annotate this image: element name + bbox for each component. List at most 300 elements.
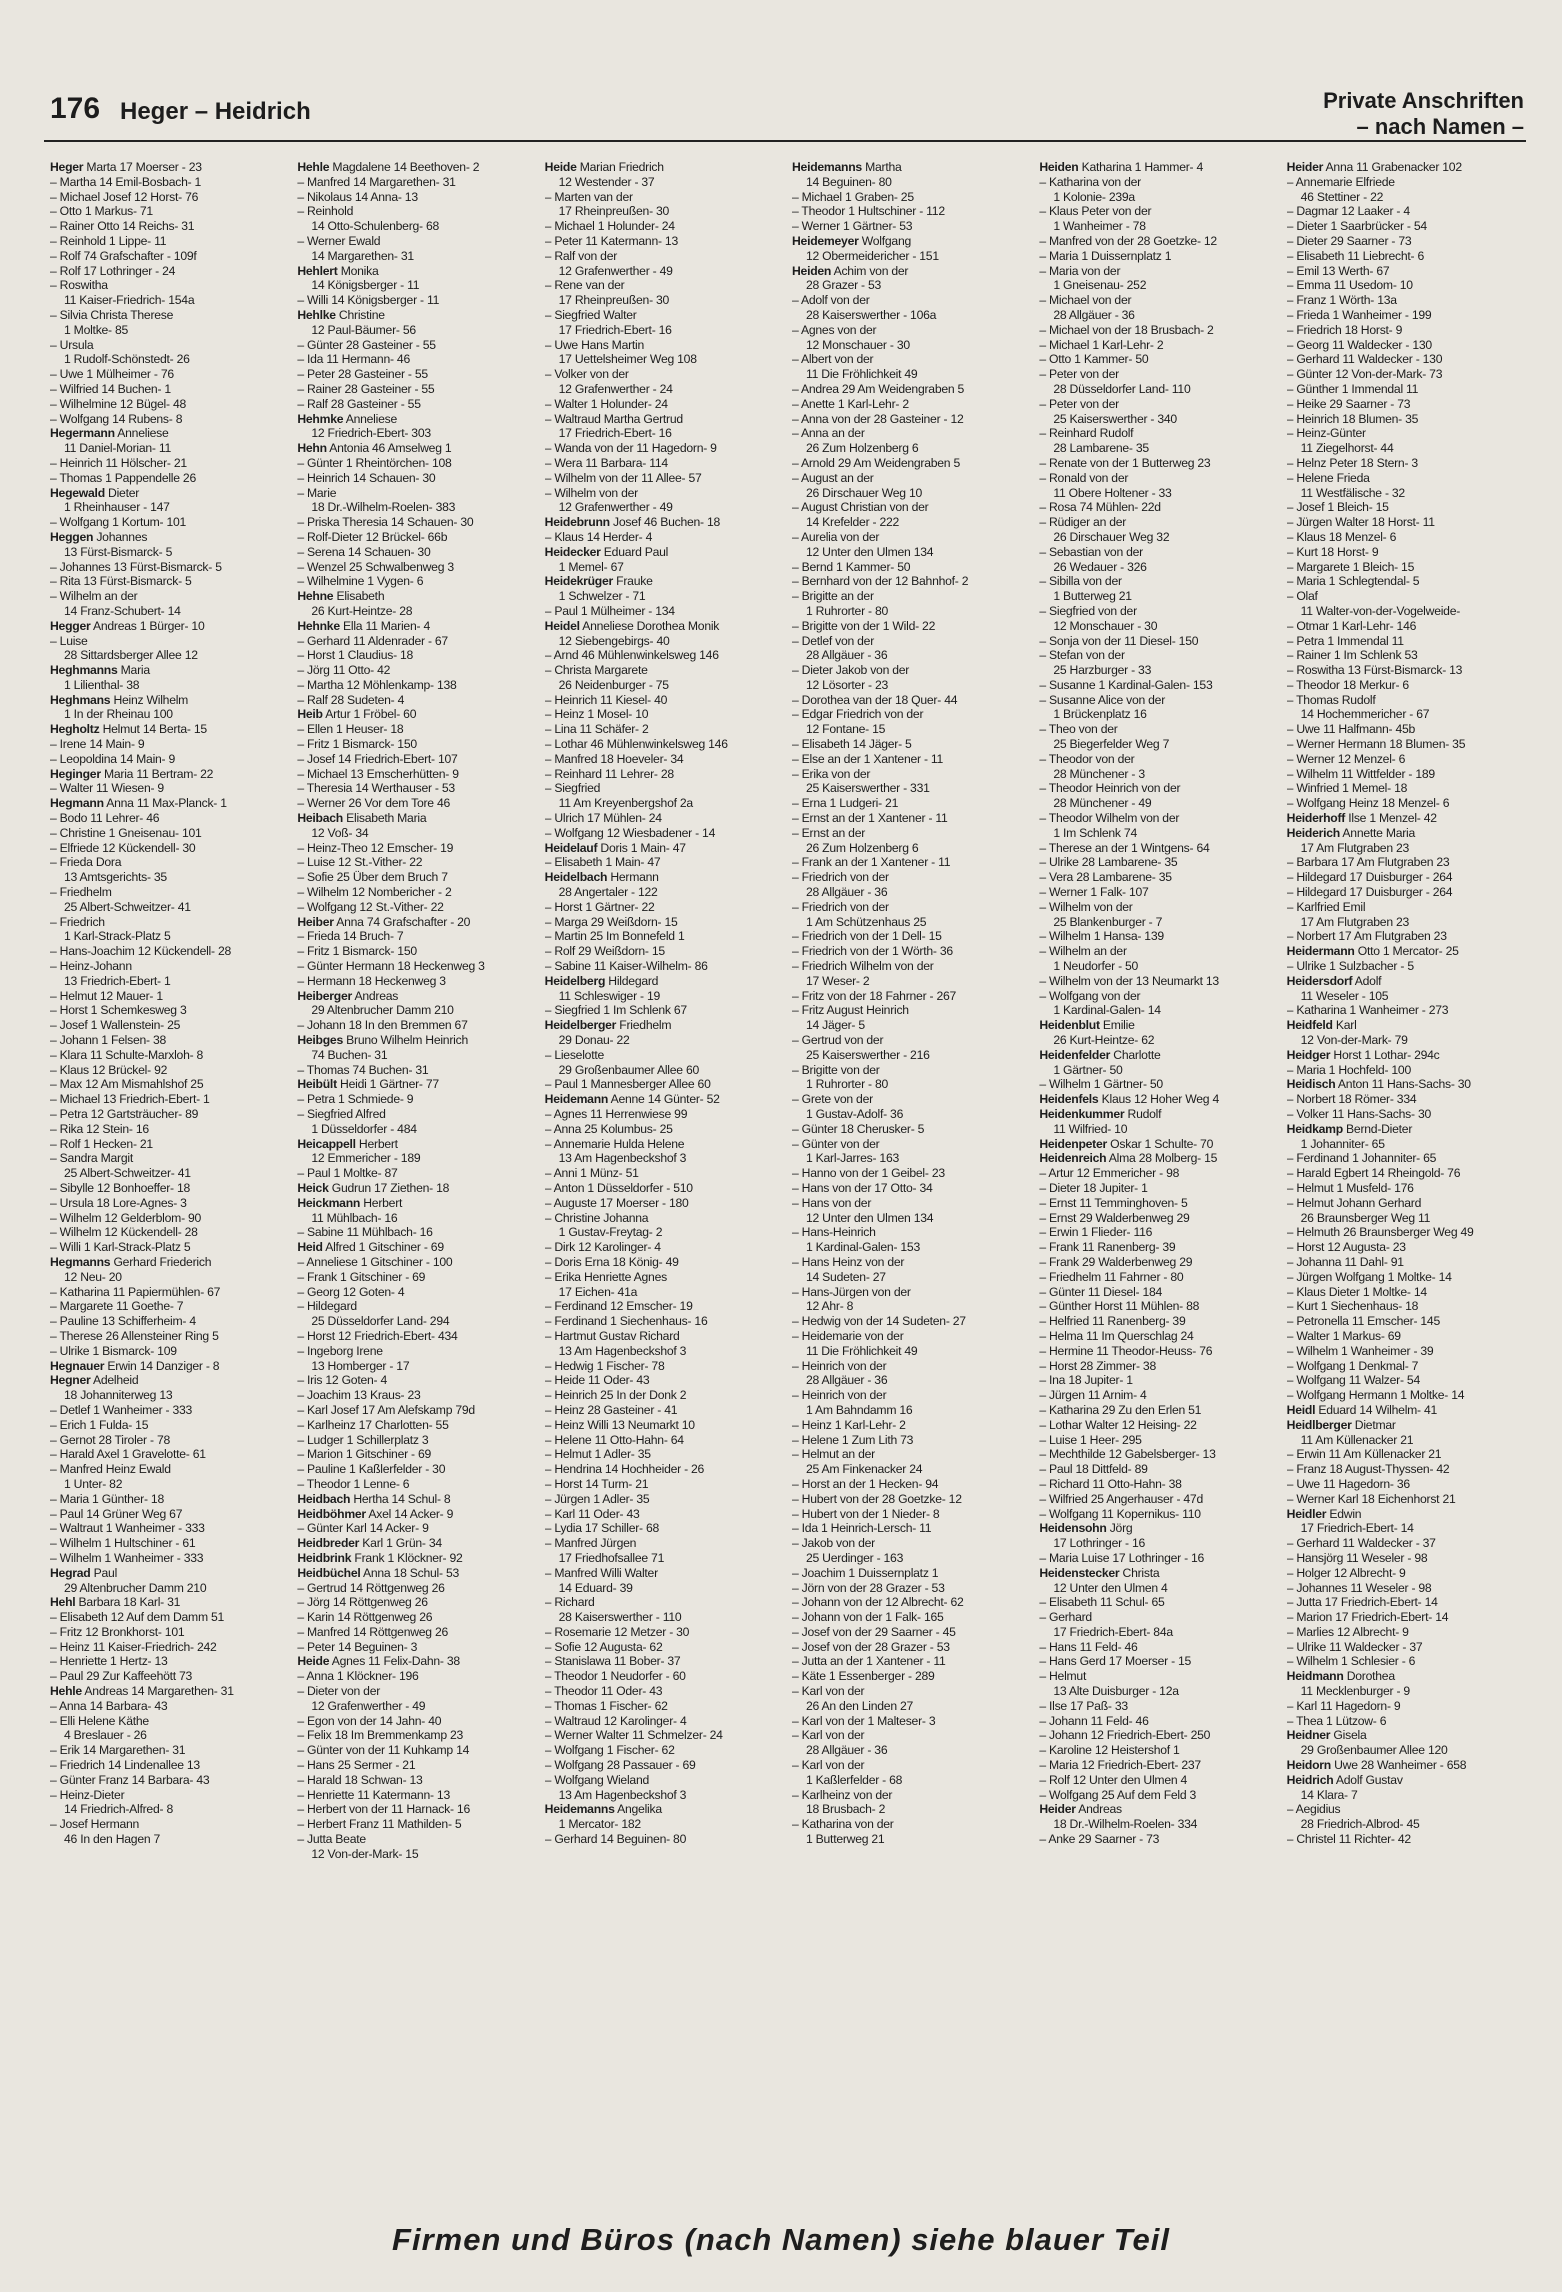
directory-entry: – Jakob von der [791, 1536, 875, 1551]
directory-entry: 11 Mecklenburger - 9 [1300, 1684, 1410, 1699]
directory-entry: – Petra 12 Gartsträucher- 89 [50, 1107, 199, 1121]
directory-entry: – Thea 1 Lützow- 6 [1286, 1713, 1387, 1728]
directory-entry: – Erna 1 Ludgeri- 21 [791, 796, 899, 811]
directory-entry: – Hansjörg 11 Weseler - 98 [1286, 1550, 1428, 1565]
directory-entry: – Paul 1 Moltke- 87 [297, 1166, 398, 1181]
directory-entry: 1 Karl-Jarres- 163 [805, 1151, 900, 1166]
directory-entry: 13 Fürst-Bismarck- 5 [64, 544, 173, 559]
directory-entry: – Michael 1 Karl-Lehr- 2 [1039, 337, 1164, 352]
directory-entry: – Michael von der 18 Brusbach- 2 [1039, 322, 1214, 337]
column-2 [297, 160, 536, 2210]
directory-entry: – Herbert Franz 11 Mathilden- 5 [297, 1817, 462, 1832]
directory-entry: – Karl von der [791, 1758, 865, 1773]
directory-entry: 12 Monschauer - 30 [1053, 618, 1158, 633]
directory-entry: – Karlfried Emil [1286, 899, 1366, 914]
directory-entry: – Wolfgang Heinz 18 Menzel- 6 [1286, 796, 1450, 811]
directory-entry: – Horst 1 Gärtner- 22 [544, 899, 655, 914]
directory-entry: – Detlef von der [791, 633, 875, 648]
directory-entry: – Hendrina 14 Hochheider - 26 [544, 1462, 705, 1477]
directory-entry: – Erika Henriette Agnes [544, 1269, 667, 1284]
directory-entry: – Rolf 17 Lothringer - 24 [50, 263, 176, 278]
directory-entry: 25 Albert-Schweitzer- 41 [64, 1166, 191, 1181]
directory-entry: 14 Otto-Schulenberg- 68 [311, 219, 440, 234]
directory-entry: 11 Am Kreyenbergshof 2a [558, 796, 693, 811]
directory-entry: – Wilhelm von der [1039, 899, 1133, 914]
directory-entry: Heibach Elisabeth Maria [297, 811, 427, 826]
directory-entry: – Otmar 1 Karl-Lehr- 146 [1286, 618, 1417, 633]
directory-entry: 11 Westfälische - 32 [1300, 485, 1405, 500]
directory-entry: 14 Krefelder - 222 [805, 515, 900, 530]
directory-entry: – Ida 1 Heinrich-Lersch- 11 [791, 1521, 932, 1536]
directory-entry: 12 Von-der-Mark- 79 [1300, 1033, 1408, 1048]
directory-entry: 12 Unter den Ulmen 134 [805, 1210, 934, 1225]
directory-entry: – Norbert 18 Römer- 334 [1286, 1092, 1417, 1107]
directory-entry: 17 Am Flutgraben 23 [1300, 914, 1410, 929]
directory-entry: 1 Karl-Strack-Platz 5 [64, 929, 171, 944]
directory-entry: Hehne Elisabeth [297, 589, 385, 604]
directory-entry: 17 Rheinpreußen- 30 [558, 293, 670, 308]
directory-entry: – Katharina von der [791, 1817, 894, 1832]
directory-entry: 14 Klara- 7 [1300, 1787, 1358, 1802]
directory-entry: – Werner Ewald [297, 233, 381, 248]
directory-entry: – Ludger 1 Schillerplatz 3 [297, 1432, 429, 1447]
directory-entry: – Hans Gerd 17 Moerser - 15 [1039, 1654, 1192, 1669]
directory-entry: 12 Siebengebirgs- 40 [558, 633, 670, 648]
directory-entry: Heggen Johannes [50, 529, 148, 544]
directory-entry: – Günter 18 Cherusker- 5 [791, 1121, 925, 1136]
directory-entry: – Theodor 1 Neudorfer - 60 [544, 1669, 686, 1684]
directory-entry: – Henriette 1 Hertz- 13 [50, 1654, 168, 1669]
directory-entry: – Franz 1 Wörth- 13a [1286, 293, 1397, 308]
directory-entry: – Brigitte von der [791, 1062, 880, 1077]
directory-entry: – Jürgen 11 Arnim- 4 [1039, 1388, 1147, 1403]
directory-entry: – Rolf 74 Grafschafter - 109f [50, 248, 197, 263]
directory-entry: – Theresia 14 Werthauser - 53 [297, 781, 455, 796]
directory-entry: – Helma 11 Im Querschlag 24 [1039, 1328, 1194, 1343]
directory-entry: – Sofie 12 Augusta- 62 [544, 1639, 663, 1654]
directory-entry: – Susanne Alice von der [1039, 692, 1166, 707]
directory-entry: – Wolfgang 25 Auf dem Feld 3 [1039, 1787, 1197, 1802]
directory-entry: – Marlies 12 Albrecht- 9 [1286, 1624, 1409, 1639]
directory-entry: – Theodor 1 Lenne- 6 [297, 1476, 410, 1491]
directory-entry: Heghmanns Maria [50, 663, 150, 678]
directory-entry: – Sabine 11 Mühlbach- 16 [297, 1225, 433, 1240]
directory-entry: – Siegfried [544, 781, 601, 796]
directory-entry: – Uwe Hans Martin [544, 337, 645, 352]
column-4 [792, 160, 1031, 2210]
directory-entry: – Friedrich Wilhelm von der [791, 959, 934, 974]
directory-entry: – Ursula 18 Lore-Agnes- 3 [50, 1195, 187, 1210]
directory-entry: – Manfred 14 Margarethen- 31 [297, 174, 456, 189]
directory-entry: 17 Rheinpreußen- 30 [558, 204, 670, 219]
directory-entry: – Wilfried 25 Angerhauser - 47d [1039, 1491, 1203, 1506]
directory-entry: – Wilhelm 1 Wanheimer - 333 [50, 1550, 204, 1565]
directory-entry: – Ursula [50, 337, 94, 352]
directory-entry: – Gernot 28 Tiroler - 78 [50, 1432, 170, 1447]
directory-entry: – Ernst an der 1 Xantener - 11 [791, 811, 948, 826]
directory-entry: – Michael 1 Holunder- 24 [544, 219, 675, 234]
directory-entry: – Arnold 29 Am Weidengraben 5 [791, 455, 960, 470]
directory-entry: – Marga 29 Weißdorn- 15 [544, 914, 678, 929]
directory-entry: – Hans 25 Sermer - 21 [297, 1758, 416, 1773]
directory-entry: 14 Königsberger - 11 [311, 278, 420, 293]
directory-entry: – Ilse 17 Paß- 33 [1039, 1698, 1128, 1713]
directory-entry: – Dieter 29 Saarner - 73 [1286, 233, 1412, 248]
directory-entry: – Richard [544, 1595, 595, 1610]
directory-entry: – Siegfried von der [1039, 603, 1137, 618]
directory-entry: 14 Beguinen- 80 [805, 174, 892, 189]
directory-entry: Hehle Andreas 14 Margarethen- 31 [50, 1684, 234, 1699]
directory-entry: 1 Am Bahndamm 16 [805, 1402, 913, 1417]
directory-entry: – Bernhard von der 12 Bahnhof- 2 [791, 574, 969, 589]
directory-entry: – Wolfgang von der [1039, 988, 1141, 1003]
directory-entry: Hegmann Anna 11 Max-Planck- 1 [50, 796, 227, 811]
directory-entry: – Michael 13 Emscherhütten- 9 [297, 766, 459, 781]
directory-entry: – Paul 14 Grüner Weg 67 [50, 1506, 183, 1521]
directory-entry: – Friedrich von der [791, 899, 889, 914]
directory-entry: Heid Alfred 1 Gitschiner - 69 [297, 1240, 444, 1255]
directory-entry: Heidger Horst 1 Lothar- 294c [1286, 1047, 1440, 1062]
directory-entry: – Heinz 28 Gasteiner - 41 [544, 1402, 678, 1417]
directory-entry: 12 Unter den Ulmen 4 [1053, 1580, 1168, 1595]
directory-entry: – Heinrich 14 Schauen- 30 [297, 470, 436, 485]
directory-entry: – Jutta 17 Friedrich-Ebert- 14 [1286, 1595, 1438, 1610]
directory-entry: – Heinrich von der [791, 1388, 887, 1403]
directory-entry: – Anneliese 1 Gitschiner - 100 [297, 1254, 453, 1269]
directory-entry: – Peter von der [1039, 396, 1119, 411]
directory-entry: – Peter 14 Beguinen- 3 [297, 1639, 418, 1654]
directory-entry: – Friedrich von der [791, 870, 889, 885]
directory-entry: – Erik 14 Margarethen- 31 [50, 1743, 186, 1758]
directory-entry: – Siegfried Alfred [297, 1107, 386, 1121]
directory-entry: Heidelauf Doris 1 Main- 47 [544, 840, 686, 855]
directory-entry: – Anke 29 Saarner - 73 [1039, 1832, 1160, 1847]
directory-entry: – Wilhelm 12 Kückendell- 28 [50, 1225, 198, 1240]
directory-entry: 74 Buchen- 31 [311, 1047, 388, 1062]
directory-entry: 28 Grazer - 53 [805, 278, 882, 293]
directory-entry: – Reinhard 11 Lehrer- 28 [544, 766, 674, 781]
directory-entry: Heidenblut Emilie [1039, 1018, 1135, 1033]
directory-entry: 28 Allgäuer - 36 [805, 1743, 888, 1758]
directory-entry: – Uwe 11 Halfmann- 45b [1286, 722, 1416, 737]
directory-entry: – Elisabeth 11 Liebrecht- 6 [1286, 248, 1424, 263]
directory-entry: – Maria 1 Duissernplatz 1 [1039, 248, 1172, 263]
directory-entry: Hehle Magdalene 14 Beethoven- 2 [297, 160, 480, 174]
directory-entry: Hehmke Anneliese [297, 411, 397, 426]
directory-entry: – Manfred von der 28 Goetzke- 12 [1039, 233, 1217, 248]
directory-entry: – Jörn von der 28 Grazer - 53 [791, 1580, 945, 1595]
directory-entry: – Auguste 17 Moerser - 180 [544, 1195, 689, 1210]
directory-entry: – Jürgen 1 Adler- 35 [544, 1491, 650, 1506]
directory-entry: – Erwin 11 Am Küllenacker 21 [1286, 1447, 1442, 1462]
directory-entry: Hegmanns Gerhard Friederich [50, 1254, 212, 1269]
directory-entry: – Theodor 1 Hultschiner - 112 [791, 204, 945, 219]
directory-entry: – Michael von der [1039, 293, 1132, 308]
directory-entry: – Edgar Friedrich von der [791, 707, 924, 722]
directory-entry: – Heinz Willi 13 Neumarkt 10 [544, 1417, 695, 1432]
directory-entry: – Elli Helene Käthe [50, 1713, 149, 1728]
directory-entry: – Annemarie Hulda Helene [544, 1136, 685, 1151]
directory-entry: – Georg 12 Goten- 4 [297, 1284, 405, 1299]
directory-entry: – Wolfgang Wieland [544, 1772, 650, 1787]
directory-entry: – Luise [50, 633, 88, 648]
directory-entry: – Werner Hermann 18 Blumen- 35 [1286, 737, 1466, 752]
directory-entry: 26 Wedauer - 326 [1053, 559, 1147, 574]
directory-entry: 12 Grafenwerther - 49 [558, 263, 673, 278]
directory-entry: – Anna an der [791, 426, 865, 441]
directory-entry: – Wilfried 14 Buchen- 1 [50, 381, 171, 396]
directory-entry: – Katharina 29 Zu den Erlen 51 [1039, 1402, 1202, 1417]
directory-entry: Heidenkummer Rudolf [1039, 1107, 1162, 1121]
directory-entry: – Aegidius [1286, 1802, 1341, 1817]
directory-entry: – Agnes von der [791, 322, 877, 337]
directory-entry: – Ferdinand 12 Emscher- 19 [544, 1299, 693, 1314]
directory-entry: – Theo von der [1039, 722, 1118, 737]
directory-entry: 26 Dirschauer Weg 10 [805, 485, 923, 500]
directory-entry: 25 Albert-Schweitzer- 41 [64, 899, 191, 914]
directory-entry: – Ina 18 Jupiter- 1 [1039, 1373, 1133, 1388]
directory-entry: – Werner 1 Gärtner- 53 [791, 219, 913, 234]
directory-entry: 12 Lösorter - 23 [805, 677, 889, 692]
directory-entry: – Hans 11 Feld- 46 [1039, 1639, 1138, 1654]
directory-entry: – Ronald von der [1039, 470, 1129, 485]
directory-entry: – Otto 1 Kammer- 50 [1039, 352, 1149, 367]
directory-entry: 1 Johanniter- 65 [1300, 1136, 1385, 1151]
directory-entry: 25 Düsseldorfer Land- 294 [311, 1314, 450, 1329]
directory-entry: 17 Friedrich-Ebert- 16 [558, 426, 672, 441]
directory-entry: – Felix 18 Im Bremmenkamp 23 [297, 1728, 464, 1743]
directory-entry: – Wilhelmine 12 Bügel- 48 [50, 396, 187, 411]
directory-entry: – Maria 1 Günther- 18 [50, 1491, 164, 1506]
directory-entry: 12 Voß- 34 [311, 825, 369, 840]
directory-entry: – Reinhard Rudolf [1039, 426, 1134, 441]
page-title: Heger – Heidrich [120, 98, 311, 125]
directory-entry: 12 Obermeidericher - 151 [805, 248, 939, 263]
directory-entry: – Paul 1 Mülheimer - 134 [544, 603, 675, 618]
directory-entry: Hegger Andreas 1 Bürger- 10 [50, 618, 205, 633]
directory-entry: – Hildegard 17 Duisburger - 264 [1286, 885, 1453, 900]
directory-entry: – Helmut 12 Mauer- 1 [50, 988, 163, 1003]
directory-entry: – Klaus 12 Brückel- 92 [50, 1062, 168, 1077]
directory-entry: – Christine Johanna [544, 1210, 649, 1225]
directory-entry: – Waltraud 12 Karolinger- 4 [544, 1713, 687, 1728]
directory-entry: – Doris Erna 18 König- 49 [544, 1254, 679, 1269]
directory-entry: Heidersdorf Adolf [1286, 973, 1382, 988]
directory-entry: – Lina 11 Schäfer- 2 [544, 722, 649, 737]
directory-entry: – Marion 1 Gitschiner - 69 [297, 1447, 432, 1462]
directory-entry: 17 Uettelsheimer Weg 108 [558, 352, 697, 367]
directory-entry: – Richard 11 Otto-Hahn- 38 [1039, 1476, 1182, 1491]
directory-entry: 11 Weseler - 105 [1300, 988, 1389, 1003]
directory-entry: – Johann 12 Friedrich-Ebert- 250 [1039, 1728, 1211, 1743]
directory-entry: – Heinz-Johann [50, 959, 132, 974]
directory-entry: 28 Allgäuer - 36 [805, 1373, 888, 1388]
directory-entry: – Heike 29 Saarner - 73 [1286, 396, 1411, 411]
directory-entry: Heghmans Heinz Wilhelm [50, 692, 189, 707]
directory-entry: 11 Die Fröhlichkeit 49 [805, 367, 918, 382]
directory-entry: – Wilhelm 1 Schlesier - 6 [1286, 1654, 1416, 1669]
directory-entry: – Theodor Wilhelm von der [1039, 811, 1180, 826]
column-3 [545, 160, 784, 2210]
directory-entry: – Sabine 11 Kaiser-Wilhelm- 86 [544, 959, 708, 974]
directory-entry: – Klara 11 Schulte-Marxloh- 8 [50, 1047, 204, 1062]
directory-entry: – Michael Josef 12 Horst- 76 [50, 189, 199, 204]
directory-entry: Hegewald Dieter [50, 485, 140, 500]
directory-entry: 26 Zum Holzenberg 6 [805, 441, 919, 456]
directory-entry: – Ulrike 28 Lambarene- 35 [1039, 855, 1178, 870]
directory-entry: – Emma 11 Usedom- 10 [1286, 278, 1413, 293]
directory-entry: – Fritz 1 Bismarck- 150 [297, 944, 417, 959]
directory-entry: – Horst 14 Turm- 21 [544, 1476, 649, 1491]
directory-entry: – Johann von der 12 Albrecht- 62 [791, 1595, 964, 1610]
directory-entry: Heiber Anna 74 Grafschafter - 20 [297, 914, 471, 929]
directory-entry: – Pauline 13 Schifferheim- 4 [50, 1314, 196, 1329]
directory-entry: Heidemeyer Wolfgang [791, 233, 911, 248]
directory-entry: 1 Kardinal-Galen- 14 [1053, 1003, 1161, 1018]
directory-entry: Heidner Gisela [1286, 1728, 1367, 1743]
directory-entry: – Heinz 1 Karl-Lehr- 2 [791, 1417, 906, 1432]
directory-entry: – Lieselotte [544, 1047, 604, 1062]
directory-entry: Hehnke Ella 11 Marien- 4 [297, 618, 430, 633]
directory-entry: – Wolfgang 1 Fischer- 62 [544, 1743, 675, 1758]
directory-entry: 12 Unter den Ulmen 134 [805, 544, 934, 559]
directory-entry: – Paul 18 Dittfeld- 89 [1039, 1462, 1148, 1477]
directory-entry: – Ferdinand 1 Johanniter- 65 [1286, 1151, 1437, 1166]
directory-entry: Heidenstecker Christa [1039, 1565, 1160, 1580]
directory-entry: – Wilhelm an der [50, 589, 138, 604]
directory-entry: – Leopoldina 14 Main- 9 [50, 751, 176, 766]
directory-entry: – Brigitte an der [791, 589, 874, 604]
directory-entry: – Thomas 74 Buchen- 31 [297, 1062, 429, 1077]
directory-entry: – Pauline 1 Kaßlerfelder - 30 [297, 1462, 446, 1477]
directory-entry: – Theodor 18 Merkur- 6 [1286, 677, 1409, 692]
directory-entry: – Werner Walter 11 Schmelzer- 24 [544, 1728, 723, 1743]
directory-entry: – Rosemarie 12 Metzer - 30 [544, 1624, 690, 1639]
directory-entry: – Luise 12 St.-Vither- 22 [297, 855, 423, 870]
directory-entry: – Wolfgang 12 St.-Vither- 22 [297, 899, 444, 914]
directory-entry: – Jürgen Wolfgang 1 Moltke- 14 [1286, 1269, 1452, 1284]
directory-entry: – Kurt 18 Horst- 9 [1286, 544, 1379, 559]
directory-entry: – Elisabeth 1 Main- 47 [544, 855, 661, 870]
directory-entry: – Ingeborg Irene [297, 1343, 383, 1358]
directory-entry: 11 Ziegelhorst- 44 [1300, 441, 1394, 456]
directory-entry: 1 Kolonie- 239a [1053, 189, 1135, 204]
directory-entry: – Horst 12 Friedrich-Ebert- 434 [297, 1328, 458, 1343]
directory-entry: – Günter von der [791, 1136, 880, 1151]
directory-entry: – Heinz-Theo 12 Emscher- 19 [297, 840, 454, 855]
directory-entry: 25 Kaiserswerther - 216 [805, 1047, 930, 1062]
directory-entry: – Siegfried Walter [544, 307, 637, 322]
directory-entry: – Petra 1 Immendal 11 [1286, 633, 1404, 648]
directory-entry: 1 Kaßlerfelder - 68 [805, 1772, 903, 1787]
directory-entry: – Christel 11 Richter- 42 [1286, 1832, 1411, 1847]
directory-entry: – Mechthilde 12 Gabelsberger- 13 [1039, 1447, 1216, 1462]
directory-entry: – Erika von der [791, 766, 871, 781]
directory-entry: Hehl Barbara 18 Karl- 31 [50, 1595, 181, 1610]
directory-entry: – Annemarie Elfriede [1286, 174, 1395, 189]
directory-entry: – Walter 1 Holunder- 24 [544, 396, 668, 411]
directory-entry: Heiden Katharina 1 Hammer- 4 [1039, 160, 1204, 174]
directory-entry: – Hans von der 17 Otto- 34 [791, 1180, 933, 1195]
directory-entry: – Hans Heinz von der [791, 1254, 905, 1269]
directory-entry: – Hans-Joachim 12 Kückendell- 28 [50, 944, 232, 959]
directory-entry: – Sandra Margit [50, 1151, 133, 1166]
directory-entry: – Ralf 28 Gasteiner - 55 [297, 396, 421, 411]
directory-entry: – Günter 12 Von-der-Mark- 73 [1286, 367, 1443, 382]
directory-entry: 26 An den Linden 27 [805, 1698, 914, 1713]
directory-entry: – Priska Theresia 14 Schauen- 30 [297, 515, 474, 530]
directory-entry: – Wolfgang 11 Walzer- 54 [1286, 1373, 1420, 1388]
directory-entry: Heidl Eduard 14 Wilhelm- 41 [1286, 1402, 1438, 1417]
directory-entry: 12 Monschauer - 30 [805, 337, 910, 352]
directory-entry: – Wilhelm von der 13 Neumarkt 13 [1039, 973, 1219, 988]
directory-entry: – Karl Josef 17 Am Alefskamp 79d [297, 1402, 475, 1417]
directory-entry: – Joachim 1 Duissernplatz 1 [791, 1565, 939, 1580]
directory-entry: – Susanne 1 Kardinal-Galen- 153 [1039, 677, 1213, 692]
directory-entry: – Walter 1 Markus- 69 [1286, 1328, 1401, 1343]
directory-entry: 28 Düsseldorfer Land- 110 [1053, 381, 1191, 396]
directory-entry: 1 Butterweg 21 [805, 1832, 885, 1847]
directory-entry: 28 Allgäuer - 36 [805, 648, 888, 663]
directory-entry: 13 Amtsgerichts- 35 [64, 870, 167, 885]
directory-entry: – Anna 1 Klöckner- 196 [297, 1669, 419, 1684]
directory-entry: 29 Altenbrucher Damm 210 [311, 1003, 454, 1018]
directory-entry: 29 Donau- 22 [558, 1033, 630, 1048]
directory-entry: 14 Friedrich-Alfred- 8 [64, 1802, 173, 1817]
directory-entry: – Karl von der [791, 1684, 865, 1699]
directory-entry: Heickmann Herbert [297, 1195, 403, 1210]
directory-entry: – Ralf von der [544, 248, 618, 263]
directory-entry: – Helmut 1 Adler- 35 [544, 1447, 651, 1462]
directory-entry: 11 Schleswiger - 19 [558, 988, 661, 1003]
directory-entry: – Maria 12 Friedrich-Ebert- 237 [1039, 1758, 1201, 1773]
directory-entry: – Günter Hermann 18 Heckenweg 3 [297, 959, 485, 974]
directory-entry: 1 Moltke- 85 [64, 322, 129, 337]
directory-entry: – Irene 14 Main- 9 [50, 737, 145, 752]
directory-entry: – Michael 13 Friedrich-Ebert- 1 [50, 1092, 210, 1107]
directory-entry: – Wera 11 Barbara- 114 [544, 455, 668, 470]
directory-entry: Heidorn Uwe 28 Wanheimer - 658 [1286, 1758, 1467, 1773]
directory-entry: – Ulrike 1 Sulzbacher - 5 [1286, 959, 1414, 974]
directory-entry: 11 Mühlbach- 16 [311, 1210, 398, 1225]
directory-entry: 1 Am Schützenhaus 25 [805, 914, 927, 929]
directory-entry: – Erwin 1 Flieder- 116 [1039, 1225, 1153, 1240]
directory-entry: – Josef 1 Bleich- 15 [1286, 500, 1389, 515]
directory-entry: 46 Stettiner - 22 [1300, 189, 1384, 204]
directory-entry: – Thomas 1 Pappendelle 26 [50, 470, 196, 485]
directory-entry: – Harald Axel 1 Gravelotte- 61 [50, 1447, 206, 1462]
directory-entry: – Uwe 11 Hagedorn- 36 [1286, 1476, 1410, 1491]
directory-entry: 1 Düsseldorfer - 484 [311, 1121, 417, 1136]
directory-entry: – Josef von der 29 Saarner - 45 [791, 1624, 956, 1639]
directory-entry: 18 Dr.-Wilhelm-Roelen- 383 [311, 500, 456, 515]
directory-entry: – Rolf 1 Hecken- 21 [50, 1136, 153, 1151]
directory-entry: Heidbreder Karl 1 Grün- 34 [297, 1536, 442, 1551]
directory-entry: 46 In den Hagen 7 [64, 1832, 161, 1847]
directory-entry: 13 Am Hagenbeckshof 3 [558, 1151, 687, 1166]
directory-entry: – Heidemarie von der [791, 1328, 904, 1343]
directory-entry: – Sibylle 12 Bonhoeffer- 18 [50, 1180, 191, 1195]
directory-entry: 13 Friedrich-Ebert- 1 [64, 973, 171, 988]
directory-entry: 28 Münchener - 3 [1053, 766, 1145, 781]
directory-entry: – Rosa 74 Mühlen- 22d [1039, 500, 1161, 515]
directory-entry: – Helnz Peter 18 Stern- 3 [1286, 455, 1418, 470]
directory-entry: – Maria 1 Hochfeld- 100 [1286, 1062, 1411, 1077]
directory-entry: 1 Gärtner- 50 [1053, 1062, 1123, 1077]
directory-entry: – Fritz von der 18 Fahrner - 267 [791, 988, 957, 1003]
directory-entry: – Friedrich von der 1 Dell- 15 [791, 929, 942, 944]
directory-entry: – Heinrich 11 Hölscher- 21 [50, 455, 187, 470]
